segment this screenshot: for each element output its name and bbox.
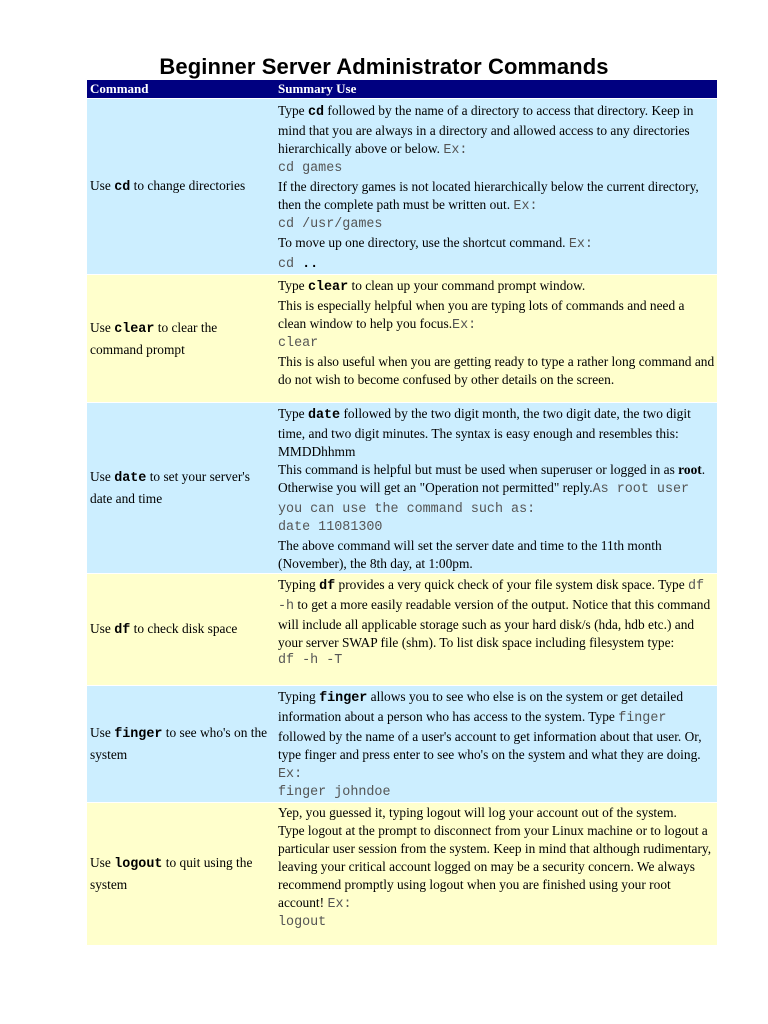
page-title: Beginner Server Administrator Commands bbox=[159, 54, 609, 79]
table-row bbox=[87, 574, 717, 686]
table-header-row bbox=[87, 80, 717, 99]
commands-table bbox=[87, 80, 717, 945]
table-row bbox=[87, 403, 717, 574]
summary-cell-finger: Typing finger allows you to see who else is on the system or get detailed information about a person who has access to the system. Type finger followed by the name of a user's account to get information about that user. Or, type finger and press enter to see who's on the system and what they are doing. Ex: finger johndoe bbox=[275, 686, 717, 803]
command-cell-logout: Use logout to quit using the system bbox=[87, 803, 275, 945]
command-cell-clear: Use clear to clear the command prompt bbox=[87, 275, 275, 403]
summary-cell-date: Type date followed by the two digit month, the two digit date, the two digit time, and two digit minutes. The syntax is easy enough and resembles this: MMDDhhmm This command is helpful but must be used when superuser or logged in as root. Otherwise you will get an "Operation not permitted" reply.As root user you can use the command such as: date 11081300 The above command will set the server date and time to the 11th month (November), the 8th day, at 1:00pm. bbox=[275, 403, 717, 574]
command-cell-finger: Use finger to see who's on the system bbox=[87, 686, 275, 803]
table-row bbox=[87, 99, 717, 275]
summary-cell-clear: Type clear to clean up your command prompt window. This is especially helpful when you are typing lots of commands and need a clean window to help you focus.Ex: clear This is also useful when you are getting ready to type a rather long command and do not wish to become confused by other details on the screen. bbox=[275, 275, 717, 403]
table-row bbox=[87, 686, 717, 803]
header-summary: Summary Use bbox=[275, 80, 717, 99]
command-cell-cd: Use cd to change directories bbox=[87, 99, 275, 275]
command-cell-date: Use date to set your server's date and time bbox=[87, 403, 275, 574]
table-row bbox=[87, 803, 717, 945]
table-row bbox=[87, 275, 717, 403]
summary-cell-df: Typing df provides a very quick check of your file system disk space. Type df -h to get a more easily readable version of the output. Notice that this command will include all applicable storage such as your hard disk/s (hda, hdb etc.) and your server SWAP file (shm). To list disk space including filesystem type: df -h -T bbox=[275, 574, 717, 686]
command-cell-df: Use df to check disk space bbox=[87, 574, 275, 686]
summary-cell-cd: Type cd followed by the name of a directory to access that directory. Keep in mind that you are always in a directory and allowed access to any directories hierarchically above or below. Ex: cd games If the directory games is not located hierarchically below the current directory, then the complete path must be written out. Ex: cd /usr/games To move up one directory, use the shortcut command. Ex: cd .. bbox=[275, 99, 717, 275]
header-command: Command bbox=[87, 80, 275, 99]
summary-cell-logout: Yep, you guessed it, typing logout will log your account out of the system. Type logout at the prompt to disconnect from your Linux machine or to logout a particular user session from the system. Keep in mind that although rudimentary, leaving your critical account logged on may be a security concern. We always recommend promptly using logout when you are finished using your root account! Ex: logout bbox=[275, 803, 717, 945]
